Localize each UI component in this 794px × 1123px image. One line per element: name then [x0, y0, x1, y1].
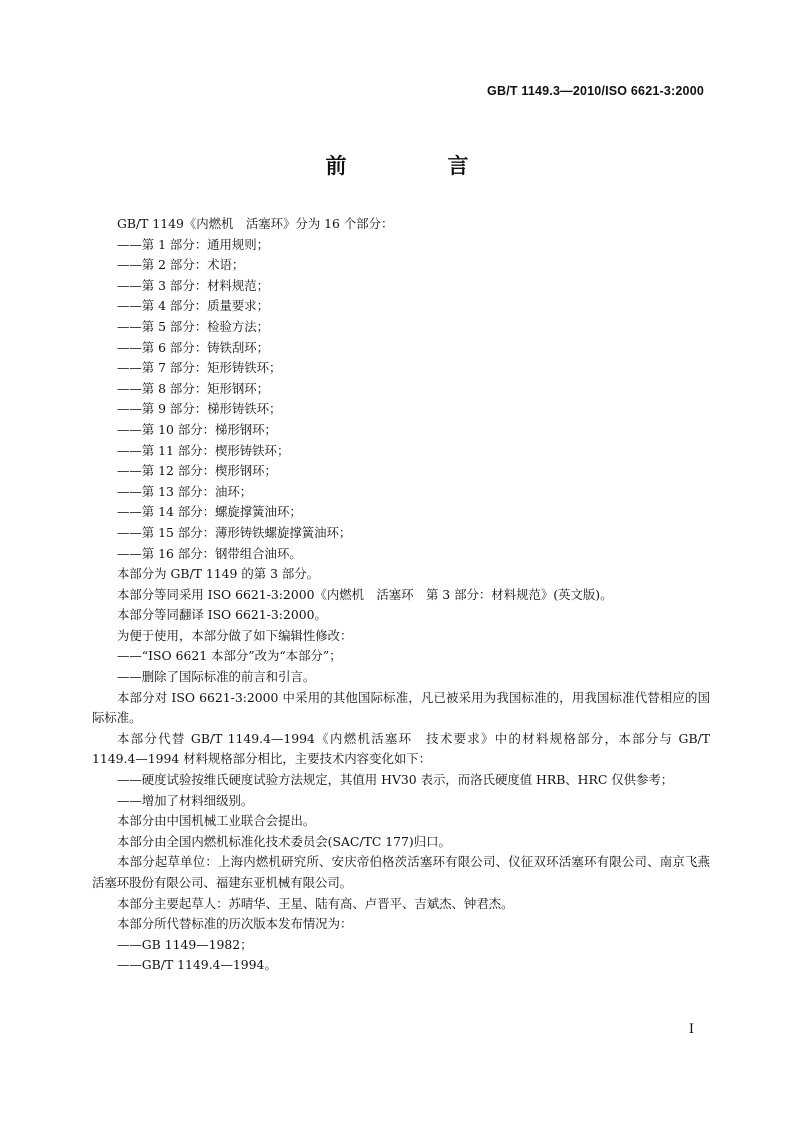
page-number: I: [688, 1022, 694, 1037]
paragraph: 本部分对 ISO 6621-3:2000 中采用的其他国际标准，凡已被采用为我国标准的，用我国标准代替相应的国际标准。: [92, 689, 710, 726]
part-list-item: ——第 14 部分：螺旋撑簧油环；: [117, 504, 302, 520]
part-list-item: ——第 4 部分：质量要求；: [117, 298, 270, 314]
change-list-item: ——硬度试验按维氏硬度试验方法规定，其值用 HV30 表示，而洛氏硬度值 HRB、HRC 仅供参考；: [117, 772, 674, 788]
change-list-item: ——增加了材料细级别。: [117, 792, 254, 808]
paragraph: 本部分起草单位：上海内燃机研究所、安庆帝伯格茨活塞环有限公司、仪征双环活塞环有限公司、南京飞燕活塞环股份有限公司、福建东亚机械有限公司。: [92, 854, 710, 890]
part-list-item: ——第 9 部分：梯形铸铁环；: [117, 401, 282, 417]
paragraph: 本部分代替 GB/T 1149.4—1994《内燃机活塞环 技术要求》中的材料规格部分，本部分与 GB/T 1149.4—1994 材料规格部分相比，主要技术内容变化如下：: [92, 730, 710, 767]
part-list-item: ——第 6 部分：铸铁刮环；: [117, 339, 270, 355]
paragraph: 本部分等同采用 ISO 6621-3:2000《内燃机 活塞环 第 3 部分：材料规范》(英文版)。: [117, 586, 613, 602]
paragraph: 本部分由全国内燃机标准化技术委员会(SAC/TC 177)归口。: [117, 833, 451, 849]
part-list-item: ——第 8 部分：矩形钢环；: [117, 380, 270, 396]
page-title: 前 言: [325, 154, 509, 178]
part-list-item: ——第 16 部分：钢带组合油环。: [117, 545, 302, 561]
edit-list-item: ——“ISO 6621 本部分”改为“本部分”；: [117, 648, 342, 664]
paragraph: 为便于使用，本部分做了如下编辑性修改：: [117, 627, 353, 643]
paragraph: 本部分主要起草人：苏晴华、王星、陆有高、卢晋平、吉斌杰、钟君杰。: [117, 895, 514, 911]
paragraph: 本部分等同翻译 ISO 6621-3:2000。: [117, 607, 327, 623]
part-list-item: ——第 13 部分：油环；: [117, 483, 253, 499]
part-list-item: ——第 15 部分：薄形铸铁螺旋撑簧油环；: [117, 524, 352, 540]
part-list-item: ——第 5 部分：检验方法；: [117, 318, 270, 334]
paragraph: 本部分所代替标准的历次版本发布情况为：: [117, 916, 353, 932]
history-list-item: ——GB 1149—1982；: [117, 936, 253, 952]
paragraph: 本部分由中国机械工业联合会提出。: [117, 813, 316, 829]
edit-list-item: ——删除了国际标准的前言和引言。: [117, 669, 316, 685]
part-list-item: ——第 3 部分：材料规范；: [117, 277, 270, 293]
part-list-item: ——第 11 部分：楔形铸铁环；: [117, 442, 290, 458]
paragraph: 本部分为 GB/T 1149 的第 3 部分。: [117, 566, 320, 582]
history-list-item: ——GB/T 1149.4—1994。: [117, 957, 277, 973]
part-list-item: ——第 2 部分：术语；: [117, 257, 245, 273]
standard-code-header: GB/T 1149.3—2010/ISO 6621-3:2000: [487, 84, 704, 98]
part-list-item: ——第 7 部分：矩形铸铁环；: [117, 360, 282, 376]
part-list-item: ——第 10 部分：梯形钢环；: [117, 421, 277, 437]
foreword-body: [92, 214, 710, 976]
part-list-item: ——第 12 部分：楔形钢环；: [117, 463, 277, 479]
intro-line: GB/T 1149《内燃机 活塞环》分为 16 个部分：: [117, 216, 394, 231]
part-list-item: ——第 1 部分：通用规则；: [117, 236, 270, 252]
